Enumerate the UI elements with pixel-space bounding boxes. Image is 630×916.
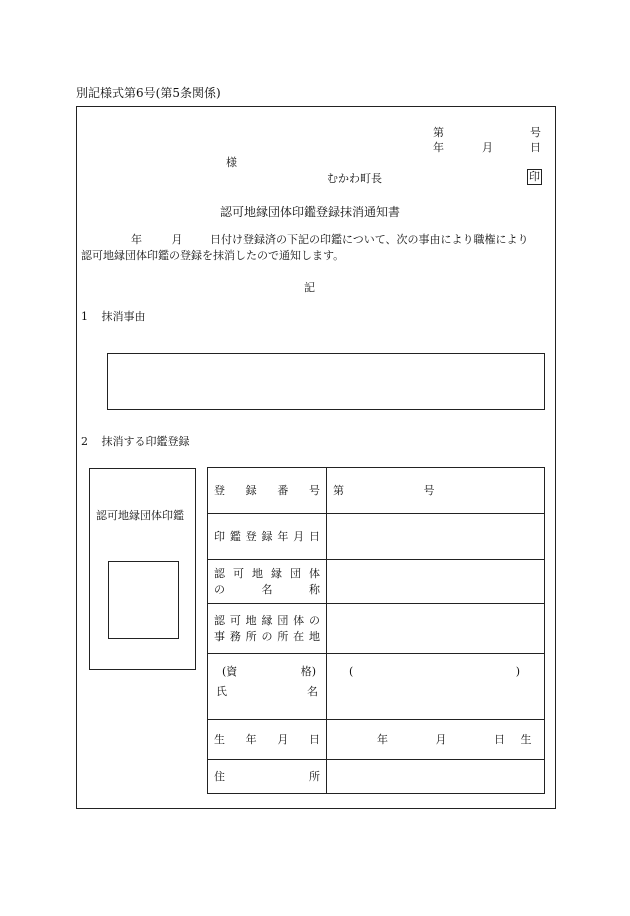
representative-field[interactable]: ( ) (327, 654, 545, 720)
representative-label: (資 格) 氏 名 (208, 654, 327, 720)
reg-number-prefix: 第 (333, 483, 344, 497)
document-title: 認可地縁団体印鑑登録抹消通知書 (220, 205, 401, 219)
reg-date-label: 印 鑑 登 録 年 月 日 (208, 514, 327, 560)
address-label: 住 所 (208, 760, 327, 794)
section-2-number: 2 (81, 435, 88, 448)
reg-number-field[interactable] (327, 468, 545, 514)
reg-date-field[interactable] (327, 514, 545, 560)
group-office-label: 認 可 地 縁 団 体 の 事 務 所 の 所 在 地 (208, 604, 327, 654)
reg-number-suffix: 号 (423, 483, 435, 497)
body-month: 月 (171, 233, 183, 246)
ki-heading: 記 (304, 281, 315, 294)
body-line-1 (81, 231, 529, 247)
group-name-field[interactable] (327, 560, 545, 604)
table-row (208, 720, 545, 760)
section-2-label: 抹消する印鑑登録 (101, 435, 190, 448)
group-office-field[interactable] (327, 604, 545, 654)
date-month: 月 (482, 141, 493, 154)
reg-number-label: 登 録 番 号 (208, 468, 327, 514)
seal-impression-box (89, 468, 196, 670)
address-field[interactable] (327, 760, 545, 794)
table-row (208, 468, 545, 514)
date-year: 年 (433, 141, 444, 154)
group-name-label: 認 可 地 縁 団 体 の 名 称 (208, 560, 327, 604)
section-1-label: 抹消事由 (101, 310, 146, 323)
section-1-number: 1 (81, 310, 88, 323)
body-year: 年 (131, 233, 142, 246)
seal-box-label: 認可地縁団体印鑑 (96, 509, 184, 522)
table-row (208, 760, 545, 794)
seal-mark-icon: 印 (529, 170, 540, 183)
table-row (208, 514, 545, 560)
form-reference: 別記様式第6号(第5条関係) (76, 86, 221, 100)
table-row (208, 560, 545, 604)
addressee-suffix: 様 (226, 156, 237, 169)
table-row (208, 604, 545, 654)
section-1-heading (81, 308, 146, 324)
body-day-text: 日付け登録済の下記の印鑑について、次の事由により職権により (210, 233, 529, 246)
birth-date-field[interactable]: 年 月 日 生 (327, 720, 545, 760)
registration-table (207, 467, 545, 794)
birth-date-label: 生 年 月 日 (208, 720, 327, 760)
date-day: 日 (530, 141, 541, 154)
issuer-name: むかわ町長 (327, 172, 382, 185)
cancellation-reason-box[interactable] (107, 353, 545, 410)
body-line-2: 認可地縁団体印鑑の登録を抹消したので通知します。 (81, 249, 345, 262)
section-2-heading (81, 433, 190, 449)
doc-number-prefix: 第 (433, 126, 444, 139)
doc-number-suffix: 号 (530, 126, 541, 139)
seal-stamp-area[interactable] (108, 561, 179, 639)
table-row (208, 654, 545, 720)
